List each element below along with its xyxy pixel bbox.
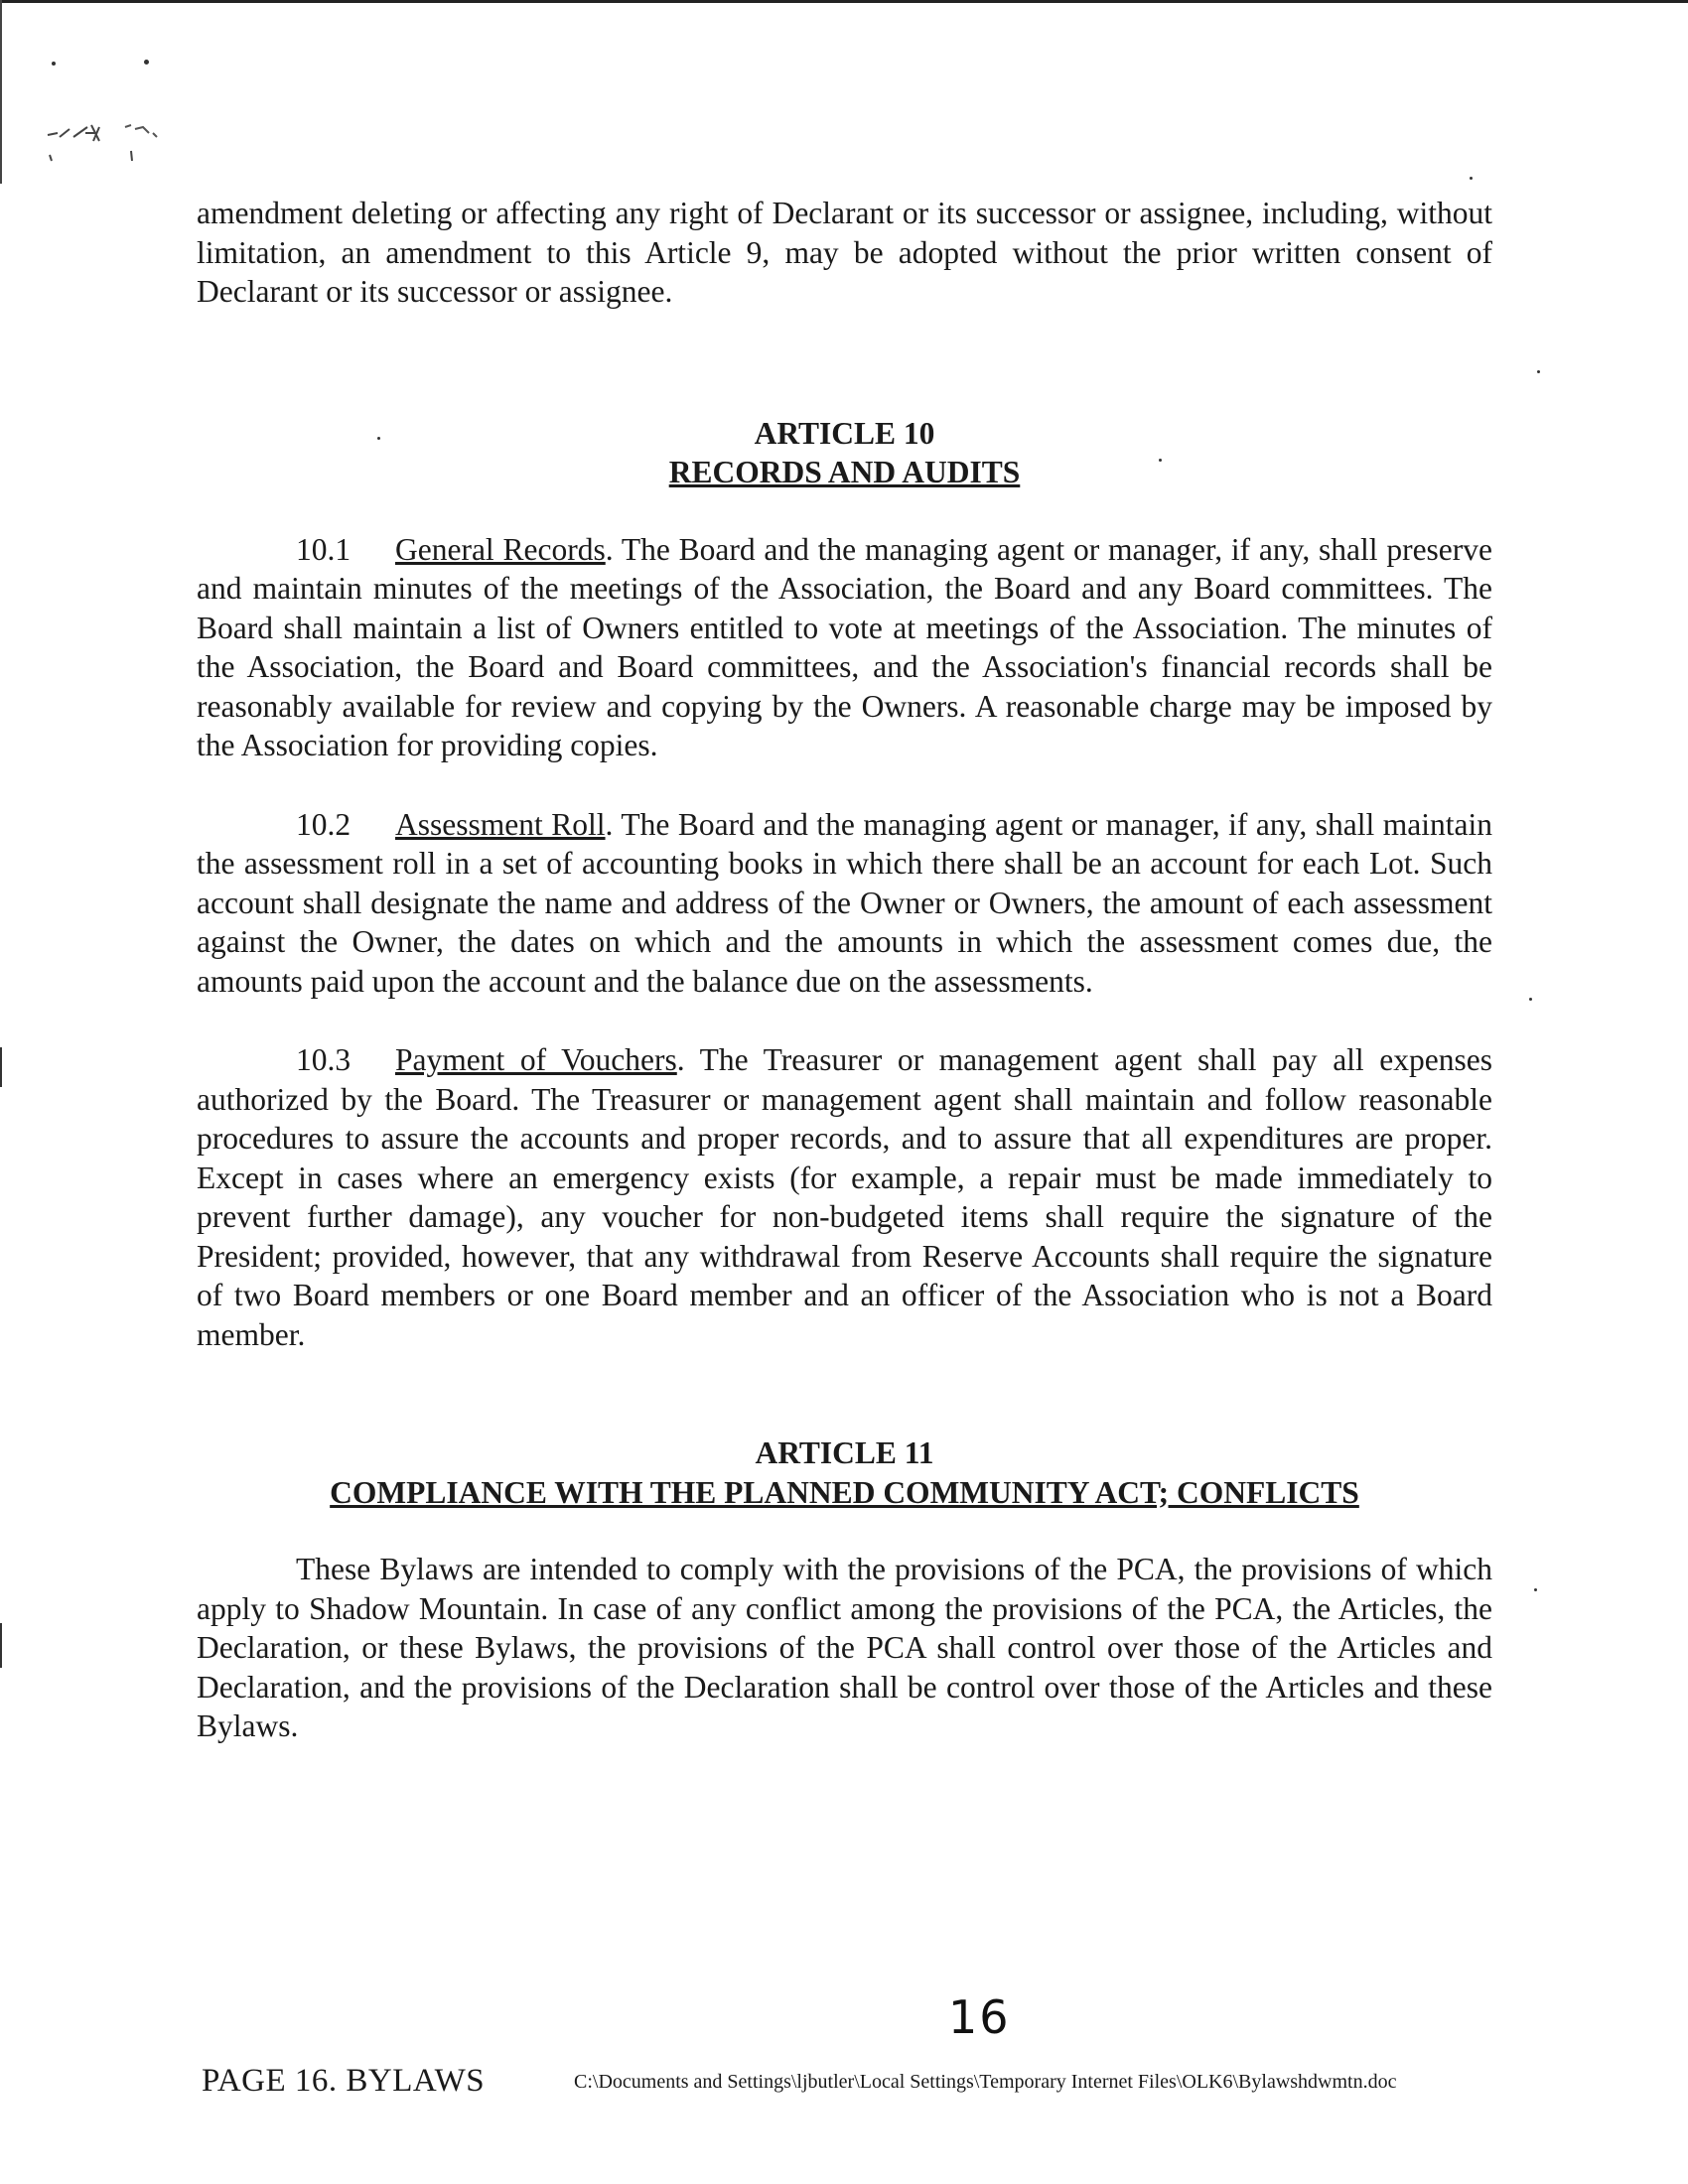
section-heading: General Records — [395, 531, 606, 567]
document-body — [197, 194, 1492, 1746]
article-10-heading — [197, 414, 1492, 492]
scan-speck — [52, 62, 56, 66]
section-heading: Assessment Roll — [395, 806, 606, 842]
scan-speck — [0, 1623, 2, 1668]
continuation-paragraph: amendment deleting or affecting any right of Declarant or its successor or assignee, including, without limitation, an amendment to this Article 9, may be adopted without the prior written consent of Declarant or its successor or assignee. — [197, 196, 1492, 309]
scan-speck — [0, 1047, 2, 1087]
section-body: . The Treasurer or management agent shall pay all expenses authorized by the Board. The Treasurer or management agent shall maintain and follow reasonable procedures to assure the accounts and proper records, and to assure that all expenditures are proper. Except in cases where an emergency exists (for example, a repair must be made immediately to prevent further damage), any voucher for non-budgeted items shall require the signature of the President; provided, however, that any withdrawal from Reserve Accounts shall require the signature of two Board members or one Board member and an officer of the Association who is not a Board member. — [197, 1042, 1492, 1352]
section-10-1 — [197, 530, 1492, 765]
scan-speck — [1534, 1588, 1537, 1591]
section-heading: Payment of Vouchers — [395, 1042, 677, 1077]
scan-speck — [144, 60, 149, 65]
left-border-line — [0, 0, 2, 184]
section-10-3 — [197, 1040, 1492, 1354]
article-11-number: ARTICLE 11 — [755, 1435, 934, 1470]
section-body: . The Board and the managing agent or manager, if any, shall preserve and maintain minutes of the meetings of the Association, the Board and any Board committees. The Board shall maintain a list of Owners entitled to vote at meetings of the Association. The minutes of the Association, the Board and Board committees, and the Association's financial records shall be reasonably available for review and copying by the Owners. A reasonable charge may be imposed by the Association for providing copies. — [197, 531, 1493, 762]
scan-speck — [1529, 998, 1532, 1001]
article-11-heading — [197, 1433, 1492, 1512]
section-body: . The Board and the managing agent or manager, if any, shall maintain the assessment roll in a set of accounting books in which there shall be an account for each Lot. Such account shall designate the name and address of the Owner or Owners, the amount of each assessment against the Owner, the dates on which and the amounts in which the assessment comes due, the amounts paid upon the account and the balance due on the assessments. — [197, 806, 1492, 999]
footer-page-label: PAGE 16. BYLAWS — [202, 2063, 486, 2099]
section-number: 10.3 — [296, 1042, 352, 1077]
fax-mark-scribble — [40, 107, 189, 167]
section-10-2 — [197, 805, 1492, 1002]
article-11-title: COMPLIANCE WITH THE PLANNED COMMUNITY ACT; CONFLICTS — [330, 1474, 1359, 1510]
footer-file-path: C:\Documents and Settings\ljbutler\Local Settings\Temporary Internet Files\OLK6\Bylawshdwmtn.doc — [574, 2071, 1397, 2093]
section-number: 10.2 — [296, 806, 352, 842]
top-border-line — [0, 0, 1688, 3]
scan-speck — [1470, 177, 1473, 180]
article-11-body: These Bylaws are intended to comply with the provisions of the PCA, the provisions of which apply to Shadow Mountain. In case of any conflict among the provisions of the PCA, the Articles, the Declaration, or these Bylaws, the provisions of the PCA shall control over those of the Articles and Declaration, and the provisions of the Declaration shall be control over those of the Articles and these Bylaws. — [197, 1552, 1492, 1743]
article-10-title: RECORDS AND AUDITS — [668, 455, 1021, 489]
scan-speck — [1537, 370, 1540, 373]
article-10-number: ARTICLE 10 — [754, 415, 935, 451]
handwritten-page-number: 16 — [948, 1990, 1011, 2044]
section-number: 10.1 — [296, 531, 352, 567]
